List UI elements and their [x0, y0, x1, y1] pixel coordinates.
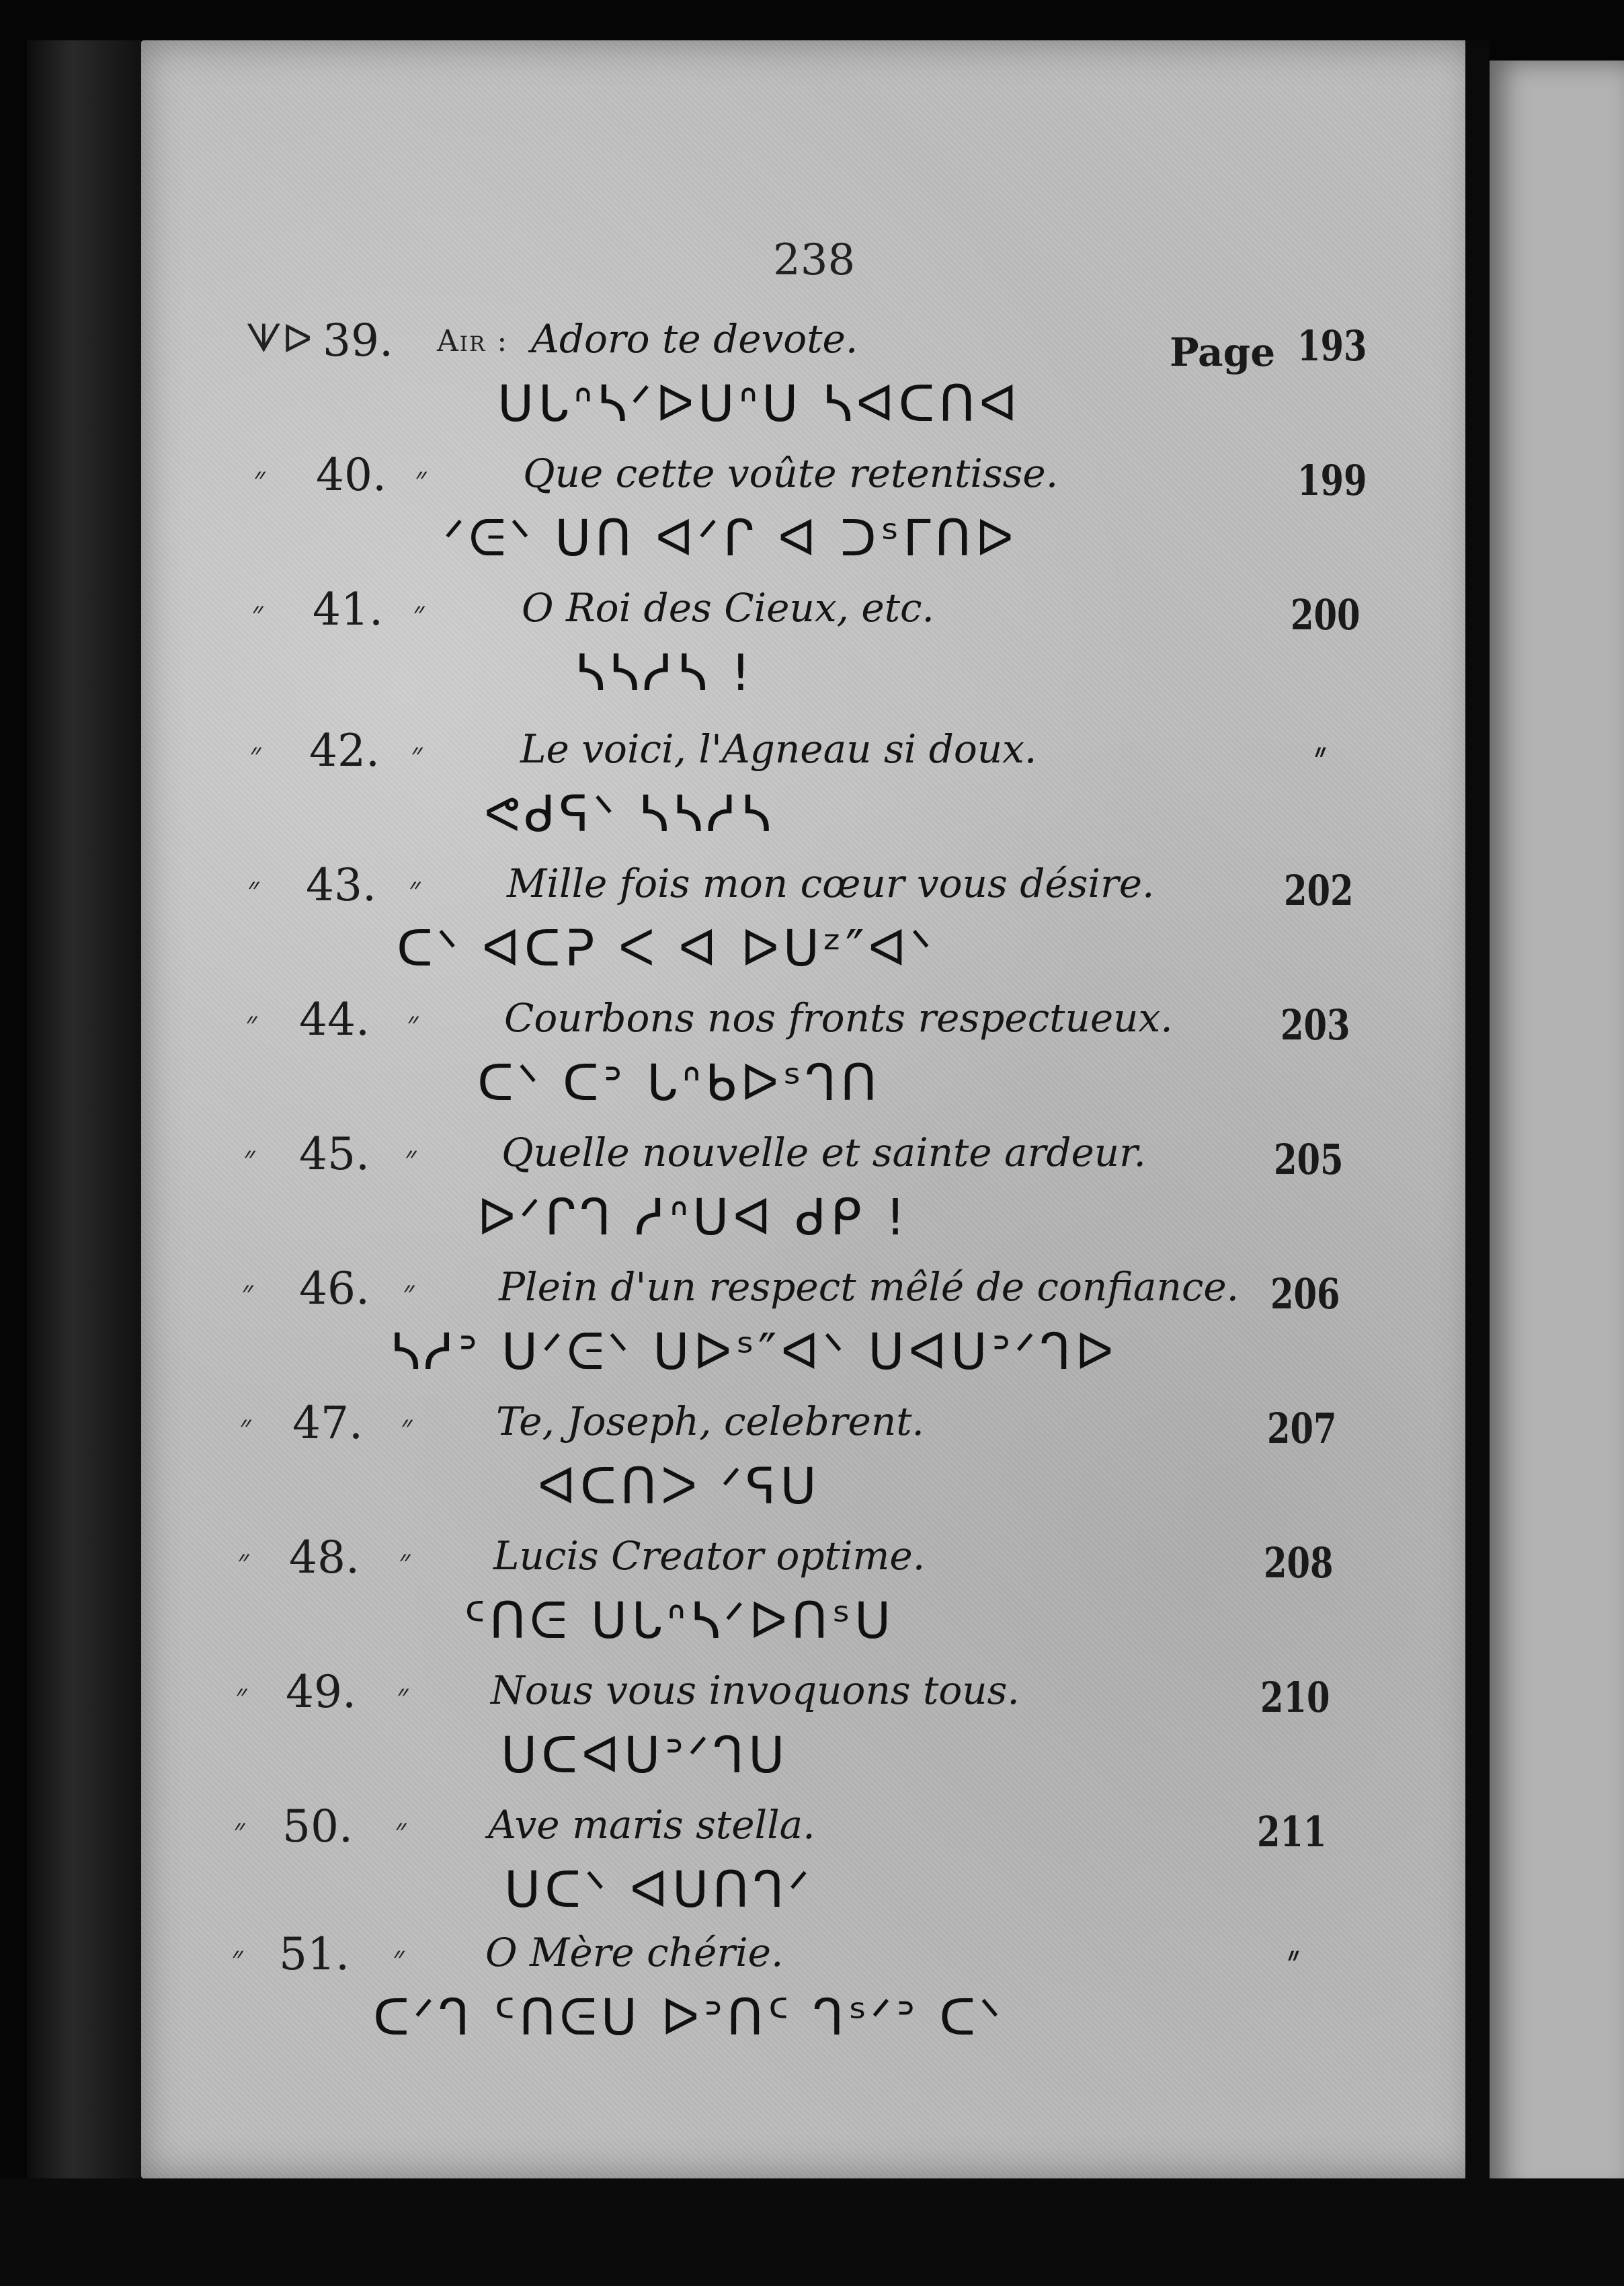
page-reference: 208	[1264, 1538, 1334, 1587]
ditto-mark: ״	[237, 1542, 249, 1579]
ditto-mark: ״	[405, 1139, 417, 1175]
entry-number: 39.	[323, 315, 393, 366]
syllabic-title: ᑕᐟᒉ ᑦᑎᕮᑌ ᐅᐣᑎᑦ ᒉˢᐟᐣ ᑕᐠ	[373, 1989, 1005, 2047]
entry-number: 49.	[286, 1666, 356, 1718]
page-reference: 210	[1260, 1673, 1330, 1722]
hymn-title: Plein d'un respect mêlé de confiance.	[499, 1264, 1240, 1310]
hymn-title: O Roi des Cieux, etc.	[522, 585, 934, 631]
page-column-label: Page	[1170, 329, 1276, 375]
page-reference: ״	[1287, 1935, 1300, 1984]
scan-bottom-edge	[0, 2178, 1624, 2286]
page-reference: 203	[1281, 1000, 1350, 1050]
ditto-mark: ״	[415, 460, 427, 496]
ditto-mark: ״	[243, 1139, 255, 1175]
ditto-mark: ״	[249, 736, 261, 772]
page-reference: 199	[1297, 456, 1367, 505]
page-reference: 206	[1270, 1269, 1340, 1318]
page-reference: 193	[1297, 321, 1367, 370]
page-reference: 205	[1274, 1135, 1344, 1184]
ditto-mark: ״	[393, 1939, 405, 1975]
ditto-mark: ״	[251, 594, 263, 631]
hymn-title: Courbons nos fronts respectueux.	[504, 995, 1173, 1041]
hymn-title: Ave maris stella.	[488, 1802, 815, 1848]
hymn-title: Adoro te devote.	[531, 316, 858, 362]
entry-number: 44.	[299, 994, 370, 1046]
hymn-title: Te, Joseph, celebrent.	[496, 1398, 924, 1444]
ditto-mark: ״	[413, 594, 425, 631]
hymn-title: Mille fois mon cœur vous désire.	[507, 861, 1155, 906]
ditto-mark: ״	[397, 1677, 409, 1713]
entry-number: 43.	[306, 859, 376, 911]
adjacent-page	[1490, 61, 1624, 2199]
syllabic-title: ᑦᑎᕮ ᑌᒐᐢᓴᐟᐅᑎˢᑌ	[464, 1592, 895, 1650]
hymn-title: Le voici, l'Agneau si doux.	[520, 726, 1037, 772]
hymn-title: Lucis Creator optime.	[493, 1533, 926, 1579]
entry-prefix: ᗐᐅ	[245, 316, 313, 362]
syllabic-title: ᓴᓱᐣ ᑌᐟᕮᐠ ᑌᐅˢ″ᐊᐠ ᑌᐊᑌᐣᐟᒉᐅ	[390, 1323, 1118, 1381]
page-number: 238	[773, 235, 856, 285]
spine-shadow	[1465, 40, 1490, 2232]
air-label: Air :	[437, 324, 509, 358]
ditto-mark: ״	[403, 1273, 415, 1310]
ditto-mark: ״	[245, 1004, 257, 1041]
syllabic-title: ᐊᑕᑎᐳ ᐟᕋᑌ	[538, 1458, 821, 1515]
page-reference: 207	[1267, 1404, 1337, 1453]
ditto-mark: ״	[401, 1408, 413, 1444]
ditto-mark: ״	[411, 736, 423, 772]
ditto-mark: ״	[231, 1939, 243, 1975]
entry-number: 41.	[313, 584, 383, 635]
entry-number: 45.	[299, 1128, 370, 1180]
ditto-mark: ״	[241, 1273, 253, 1310]
hymn-title: O Mère chérie.	[485, 1930, 784, 1975]
syllabic-title: ᕙᑯᕋᐠ ᓴᓴᓱᓴ	[484, 785, 775, 843]
hymn-title: Que cette voûte retentisse.	[523, 450, 1059, 496]
entry-number: 50.	[282, 1801, 353, 1852]
syllabic-title: ᑕᐠ ᑕᐣ ᒐᐢᑲᐅˢᒉᑎ	[477, 1054, 881, 1112]
syllabic-title: ᑌᑕᐊᑌᐣᐟᒉᑌ	[501, 1727, 789, 1784]
entry-number: 48.	[289, 1532, 360, 1583]
entry-number: 42.	[309, 725, 380, 777]
entry-number: 46.	[299, 1263, 370, 1314]
ditto-mark: ״	[239, 1408, 251, 1444]
ditto-mark: ״	[399, 1542, 411, 1579]
ditto-mark: ״	[407, 1004, 419, 1041]
hymn-title: Nous vous invoquons tous.	[491, 1667, 1020, 1713]
ditto-mark: ״	[253, 460, 266, 496]
page-reference: ״	[1314, 732, 1327, 781]
ditto-mark: ״	[233, 1811, 245, 1848]
syllabic-title: ᑕᐠ ᐊᑕᕈ ᐸ ᐊ ᐅᑌᶻ″ᐊᐠ	[397, 920, 936, 978]
entry-number: 51.	[279, 1928, 350, 1980]
entry-number: 47.	[292, 1397, 363, 1449]
syllabic-title: ᐟᕮᐠ ᑌᑎ ᐊᐟᒋ ᐊ ᑐˢᒥᑎᐅ	[444, 510, 1018, 567]
page-reference: 211	[1257, 1807, 1327, 1856]
syllabic-title: ᓴᓴᓱᓴ !	[575, 644, 755, 702]
hymn-title: Quelle nouvelle et sainte ardeur.	[501, 1130, 1146, 1175]
entry-number: 40.	[316, 449, 387, 501]
syllabic-title: ᑌᒐᐢᓴᐟᐅᑌᐢᑌ ᓴᐊᑕᑎᐊ	[497, 375, 1022, 433]
syllabic-title: ᑌᑕᐠ ᐊᑌᑎᒉᐟ	[504, 1861, 814, 1919]
page-reference: 202	[1284, 866, 1354, 915]
ditto-mark: ״	[235, 1677, 247, 1713]
ditto-mark: ״	[395, 1811, 407, 1848]
ditto-mark: ״	[247, 870, 259, 906]
syllabic-title: ᐅᐟᒋᒉ ᓱᐢᑌᐊ ᑯᑭ !	[477, 1189, 909, 1247]
book-binding	[27, 40, 141, 2225]
ditto-mark: ״	[409, 870, 421, 906]
page-reference: 200	[1291, 590, 1361, 639]
